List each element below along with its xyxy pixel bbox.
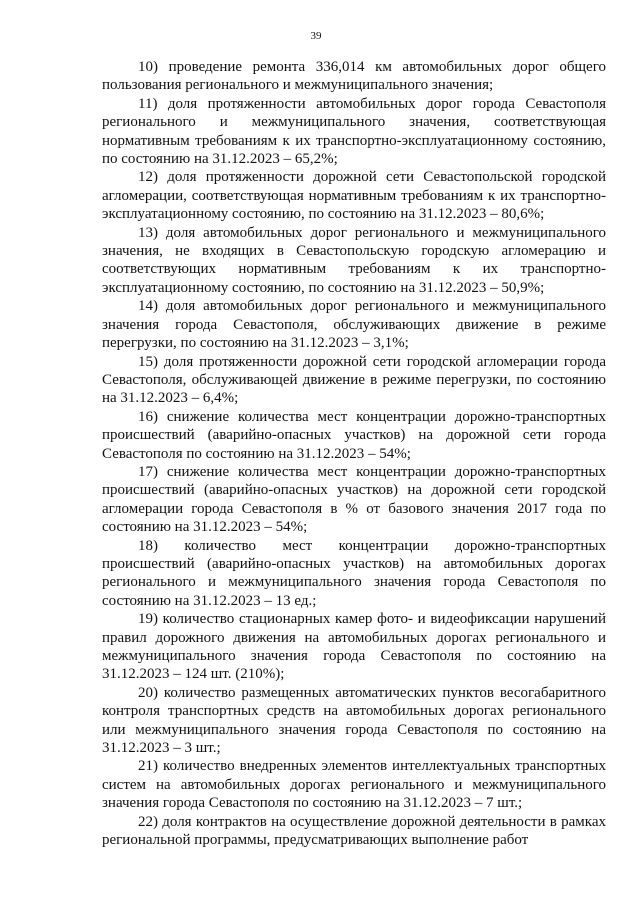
- list-item-10: 10) проведение ремонта 336,014 км автомобильных дорог общего пользования регионального и межмуниципального значения;: [102, 59, 606, 94]
- list-item-15: 15) доля протяженности дорожной сети городской агломерации города Севастополя, обслуживающей движение в режиме перегрузки, по состоянию на 31.12.2023 – 6,4%;: [102, 353, 606, 407]
- list-item-18: 18) количество мест концентрации дорожно-транспортных происшествий (аварийно-опасных участков) на автомобильных дорогах регионального и межмуниципального значения города Севастополя по состоянию на 31.12.2023 – 13 ед.;: [102, 537, 606, 609]
- list-item-22: 22) доля контрактов на осуществление дорожной деятельности в рамках региональной программы, предусматривающих выполнение работ: [102, 813, 606, 849]
- list-item-20: 20) количество размещенных автоматических пунктов весогабаритного контроля транспортных средств на автомобильных дорогах регионального или межмуниципального значения города Севастополя по состоянию на 31.12.2023 – 3 шт.;: [102, 684, 606, 757]
- list-item-14: 14) доля автомобильных дорог регионального и межмуниципального значения города Севастополя, обслуживающих движение в режиме перегрузки, по состоянию на 31.12.2023 – 3,1%;: [102, 298, 606, 352]
- list-item-12: 12) доля протяженности дорожной сети Севастопольской городской агломерации, соответствующая нормативным требованиям к их транспортно-эксплуатационному состоянию, по состоянию на 31.12.2023 – 80,6%;: [102, 169, 606, 223]
- list-item-17: 17) снижение количества мест концентрации дорожно-транспортных происшествий (аварийно-опасных участков) на дорожной сети городской агломерации города Севастополя в % от базового значения 2017 года по состоянию на 31.12.2023 – 54%;: [102, 463, 606, 536]
- list-item-16: 16) снижение количества мест концентрации дорожно-транспортных происшествий (аварийно-опасных участков) на дорожной сети города Севастополя по состоянию на 31.12.2023 – 54%;: [102, 408, 606, 462]
- document-body: [102, 58, 606, 849]
- page-number: 39: [310, 30, 322, 42]
- list-item-11: 11) доля протяженности автомобильных дорог города Севастополя регионального и межмуниципального значения, соответствующая нормативным требованиям к их транспортно-эксплуатационному состоянию, по состоянию на 31.12.2023 – 65,2%;: [102, 95, 606, 168]
- list-item-21: 21) количество внедренных элементов интеллектуальных транспортных систем на автомобильных дорогах регионального и межмуниципального значения города Севастополя по состоянию на 31.12.2023 – 7 шт.;: [102, 758, 606, 812]
- list-item-13: 13) доля автомобильных дорог регионального и межмуниципального значения, не входящих в Севастопольскую городскую агломерацию и соответствующих нормативным требованиям к их транспортно-эксплуатационному состоянию, по состоянию на 31.12.2023 – 50,9%;: [102, 224, 606, 296]
- list-item-19: 19) количество стационарных камер фото- и видеофиксации нарушений правил дорожного движения на автомобильных дорогах регионального и межмуниципального значения города Севастополя по состоянию на 31.12.2023 – 124 шт. (210%);: [102, 611, 606, 683]
